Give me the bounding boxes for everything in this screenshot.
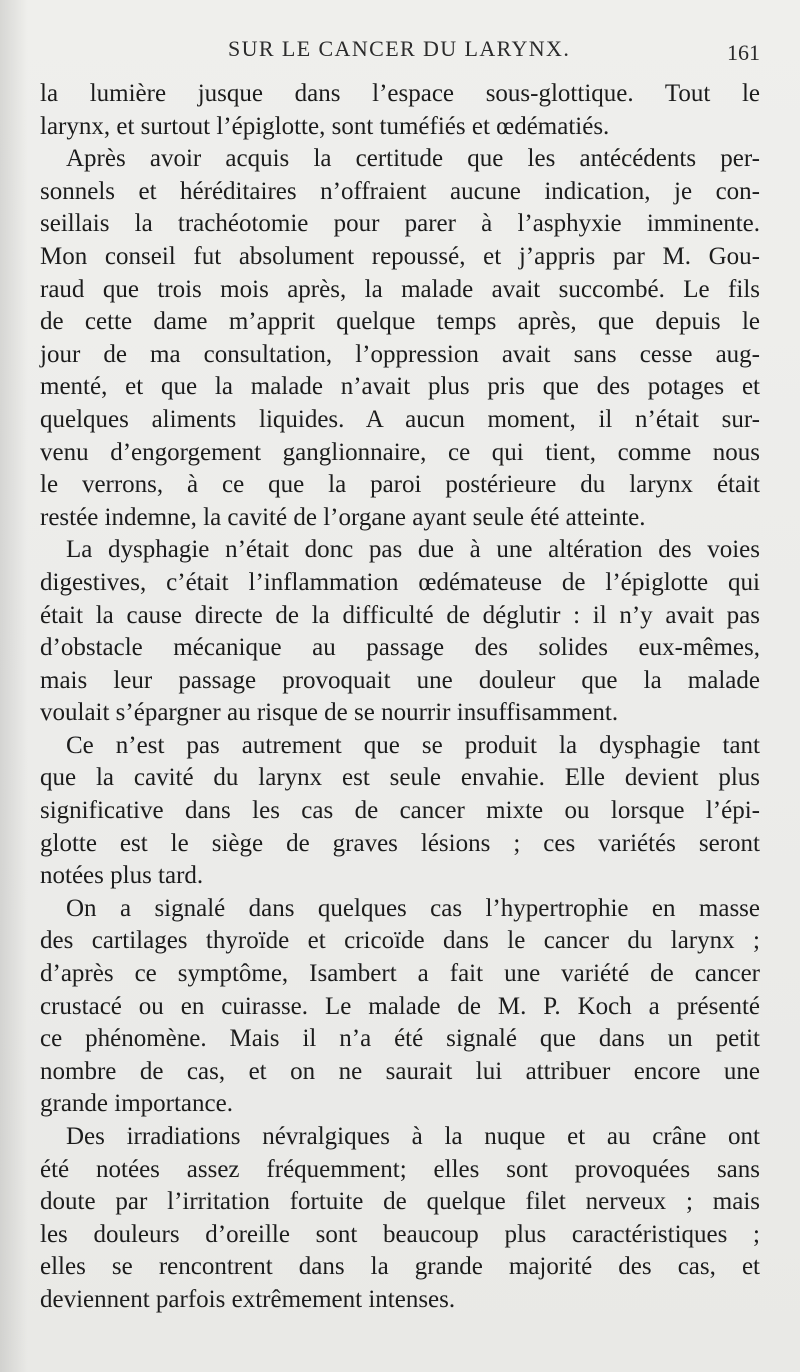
paragraph [40, 143, 760, 534]
page-header [0, 26, 800, 66]
text-line: grande importance. [40, 1090, 233, 1118]
paragraph [40, 78, 760, 143]
text-line: doute par l’irritation fortuite de quelque filet nerveux ; mais [40, 1188, 760, 1216]
text-line: elles se rencontrent dans la grande majorité des cas, et [40, 1253, 760, 1281]
text-line: glotte est le siège de graves lésions ; ces variétés seront [40, 829, 760, 857]
text-line: les douleurs d’oreille sont beaucoup plus caractéristiques ; [40, 1220, 760, 1248]
text-line: raud que trois mois après, la malade avait succombé. Le fils [40, 275, 760, 303]
text-line: On a signalé dans quelques cas l’hypertrophie en masse [66, 894, 760, 922]
text-line: La dysphagie n’était donc pas due à une altération des voies [66, 536, 760, 564]
body-text [40, 78, 760, 1317]
text-line: était la cause directe de la difficulté de déglutir : il n’y avait pas [40, 601, 760, 629]
paragraph [40, 1121, 760, 1317]
text-line: venu d’engorgement ganglionnaire, ce qui tient, comme nous [40, 438, 760, 466]
text-line: Ce n’est pas autrement que se produit la dysphagie tant [66, 731, 760, 759]
text-line: menté, et que la malade n’avait plus pris que des potages et [40, 373, 760, 401]
text-line: crustacé ou en cuirasse. Le malade de M. P. Koch a présenté [40, 992, 760, 1020]
paragraph [40, 730, 760, 893]
text-line: été notées assez fréquemment; elles sont provoquées sans [40, 1155, 760, 1183]
text-line: quelques aliments liquides. A aucun moment, il n’était sur- [40, 405, 760, 433]
text-line: Après avoir acquis la certitude que les antécédents per- [66, 145, 760, 173]
text-line: nombre de cas, et on ne saurait lui attribuer encore une [40, 1057, 760, 1085]
text-line: digestives, c’était l’inflammation œdémateuse de l’épiglotte qui [40, 568, 760, 596]
text-line: d’après ce symptôme, Isambert a fait une variété de cancer [40, 960, 760, 988]
text-line: mais leur passage provoquait une douleur que la malade [40, 666, 760, 694]
text-line: larynx, et surtout l’épiglotte, sont tuméfiés et œdématiés. [40, 112, 610, 140]
text-line: voulait s’épargner au risque de se nourrir insuffisamment. [40, 699, 619, 727]
text-line: ce phénomène. Mais il n’a été signalé que dans un petit [40, 1025, 760, 1053]
text-line: des cartilages thyroïde et cricoïde dans le cancer du larynx ; [40, 927, 760, 955]
text-line: que la cavité du larynx est seule envahie. Elle devient plus [40, 764, 760, 792]
text-line: sonnels et héréditaires n’offraient aucune indication, je con- [40, 177, 760, 205]
running-head: SUR LE CANCER DU LARYNX. [228, 36, 571, 61]
paragraph [40, 534, 760, 730]
text-line: le verrons, à ce que la paroi postérieure du larynx était [40, 471, 760, 499]
text-line: seillais la trachéotomie pour parer à l’asphyxie imminente. [40, 210, 760, 238]
text-line: jour de ma consultation, l’oppression avait sans cesse aug- [40, 340, 760, 368]
text-line: notées plus tard. [40, 862, 204, 890]
text-line: la lumière jusque dans l’espace sous-glottique. Tout le [40, 80, 760, 107]
text-line: d’obstacle mécanique au passage des solides eux-mêmes, [40, 634, 760, 662]
text-line: de cette dame m’apprit quelque temps après, que depuis le [40, 308, 760, 336]
text-line: deviennent parfois extrêmement intenses. [40, 1285, 456, 1313]
text-line: significative dans les cas de cancer mixte ou lorsque l’épi- [40, 797, 760, 825]
text-line: Des irradiations névralgiques à la nuque et au crâne ont [66, 1123, 760, 1150]
paragraph [40, 893, 760, 1121]
text-line: restée indemne, la cavité de l’organe ayant seule été atteinte. [40, 503, 646, 531]
text-line: Mon conseil fut absolument repoussé, et j’appris par M. Gou- [40, 242, 760, 270]
page-number: 161 [727, 40, 760, 65]
